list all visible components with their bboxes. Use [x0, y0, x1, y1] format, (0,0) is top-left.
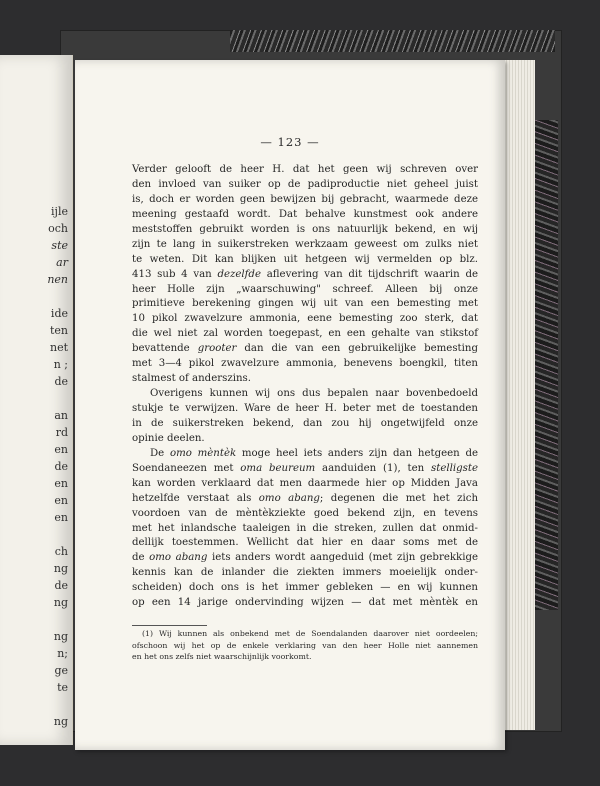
text-line: den invloed van suiker op de padiproductie niet geheel juist — [132, 178, 478, 190]
left-fragment: och — [48, 222, 68, 235]
left-fragment: en — [54, 477, 68, 490]
text-line: stalmest of anderszins. — [132, 373, 251, 385]
text-line: de omo abang iets anders wordt aangeduid (met zijn gebrekkige — [132, 552, 479, 564]
page-number: — 123 — — [260, 135, 320, 149]
left-fragment: ar — [56, 256, 68, 269]
text-line: heer Holle zijn „waarschuwing" schreef. Alleen bij onze — [132, 283, 478, 295]
left-fragment — [0, 696, 70, 713]
text-line: 10 pikol zwavelzure ammonia, eene bemesting zoo sterk, dat — [132, 313, 478, 325]
text-line: hetzelfde verstaat als omo abang; degenen die met het zich — [132, 492, 479, 504]
left-fragment: ng — [53, 596, 68, 609]
text-line: Verder gelooft de heer H. dat het geen wij schreven over — [132, 164, 478, 175]
left-fragment: ide — [50, 307, 68, 320]
text-line: Soendaneezen met oma beureum aanduiden (1), ten stelligste — [132, 462, 478, 474]
left-fragment: de — [54, 375, 68, 388]
left-fragment: n; — [57, 647, 68, 660]
footnote-line: ofschoon wij het op de enkele verklaring van den heer Holle niet aannemen — [132, 640, 478, 650]
text-line: voordoen van de mèntèkziekte goed bekend zijn, en tevens — [132, 507, 478, 519]
left-fragment: ng — [53, 630, 68, 643]
left-fragment — [0, 611, 70, 628]
left-fragment: net — [49, 341, 68, 354]
left-fragment: ten — [49, 324, 68, 337]
left-fragment: en — [54, 443, 68, 456]
text-line: scheiden) doch ons is het immer gebleken — en wij kunnen — [132, 582, 478, 594]
text-line: in de suikerstreken bekend, dan zou hij ongetwijfeld onze — [132, 417, 478, 429]
left-page — [0, 55, 73, 745]
marbled-endpaper-top — [230, 30, 555, 52]
left-fragment: nen — [47, 273, 68, 286]
left-fragment: ch — [54, 545, 68, 558]
text-line: De omo mèntèk moge heel iets anders zijn dan hetgeen de — [150, 447, 479, 459]
left-fragment — [0, 526, 70, 543]
text-line: dellijk toestemmen. Wellicht dat hier en daar soms met de — [132, 537, 478, 549]
text-line: met het inlandsche taaleigen in die streken, zullen dat onmid- — [132, 522, 478, 534]
left-fragment: de — [54, 460, 68, 473]
text-line: Overigens kunnen wij ons dus bepalen naar bovenbedoeld — [150, 388, 478, 400]
marbled-endpaper-right — [532, 120, 558, 610]
text-line: meening gestaafd wordt. Dat behalve kunstmest ook andere — [132, 208, 478, 220]
footnote-divider — [132, 625, 207, 626]
text-line: is, doch er worden geen bewijzen bij gebracht, waarmede deze — [132, 193, 478, 205]
text-line: te weten. Dit kan blijken uit hetgeen wij vermelden op blz. — [132, 253, 478, 265]
right-page — [75, 60, 505, 750]
left-fragment: rd — [55, 426, 68, 439]
text-line: kan worden verklaard dat men daarmede hier op Midden Java — [132, 477, 478, 489]
left-page-text-fragments — [0, 203, 70, 730]
left-fragment: en — [54, 511, 68, 524]
left-fragment: ijle — [51, 205, 68, 218]
left-fragment: ng — [53, 562, 68, 575]
text-line: bevattende grooter dan die van een gebruikelijke bemesting — [132, 343, 478, 355]
text-line: kennis kan de inlander die ziekten immers moeielijk onder- — [132, 567, 478, 579]
text-line: met 3—4 pikol zwavelzure ammonia, benevens boengkil, titen — [132, 358, 478, 370]
text-line: op een 14 jarige ondervinding wijzen — dat met mèntèk en — [132, 597, 478, 609]
left-fragment: an — [54, 409, 68, 422]
left-fragment: ste — [51, 239, 68, 252]
text-line: opinie deelen. — [132, 432, 205, 444]
left-fragment: n ; — [53, 358, 68, 371]
left-fragment: en — [54, 494, 68, 507]
text-line: primitieve berekening gingen wij uit van een bemesting met — [132, 298, 478, 310]
text-line: stukje te verwijzen. Ware de heer H. beter met de toestanden — [132, 403, 478, 414]
left-fragment: ng — [53, 715, 68, 728]
text-line: zijn te lang in suikerstreken werkzaam geweest om zulks niet — [132, 238, 478, 250]
footnote-line: (1) Wij kunnen als onbekend met de Soendalanden daarover niet oordeelen; — [142, 629, 478, 638]
footnotes — [132, 628, 478, 663]
text-line: die wel niet zal worden toegepast, en een gehalte van stikstof — [132, 328, 478, 340]
text-line: meststoffen gebruikt worden is ons natuurlijk bekend, en wij — [132, 223, 478, 235]
left-fragment — [0, 390, 70, 407]
left-fragment: ge — [54, 664, 68, 677]
left-fragment: de — [54, 579, 68, 592]
left-fragment: te — [57, 681, 68, 694]
footnote-line: en het ons zelfs niet waarschijnlijk voorkomt. — [132, 652, 312, 661]
text-line: 413 sub 4 van dezelfde aflevering van dit tijdschrift waarin de — [132, 268, 478, 280]
body-text — [132, 163, 478, 611]
left-fragment — [0, 288, 70, 305]
